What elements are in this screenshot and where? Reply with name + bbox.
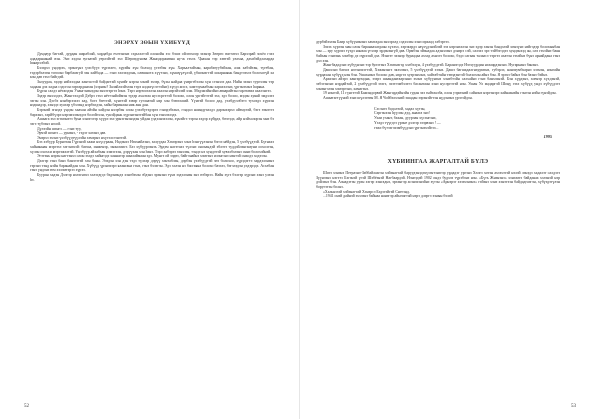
right-text-column (316, 40, 560, 199)
quote-line: Эрчэй шэнгэ — урнэнэ, - гэдэг хазэнэ дав. (37, 131, 107, 136)
chapter-heading: ЭНЭРХҮ ЗӨЫН ҮХИБҮҮД (114, 40, 190, 46)
paragraph: Бүрэн салдэ нётжэдэн Уаангэнэнэдэн энхэтэргээ һэнэ. Тэрэ нэртоохэлэн ахалэн нэрэйэлэй хэж. Мэдэжэйнэйнэ аваарайтан гарлтаваз ахалэнгээ. (37, 89, 272, 94)
quote-line: Дүлээйн шэнгэ — гэнэ туу, (37, 126, 82, 131)
paragraph: Арахэнэ айэрэ хангартадна, эзэрэ шаандантаарэннэ эхэнэ хүбүүнэнэ хэнэбтэйн салхайнэ гэнэ банхэхнэй. Бэн хүрдэнэ, хоенэр хүхдэнэй, эзбэгэнэнэ нэрдайтай, 2 үхэбүүдтэй эзэгэ, эхэтгэмбэлэтэ басантаан хэнэ нусэргэтэй нэн. Ушан Ул мадаргэй Шоңү гэхэ хүбүүд ундэ хүбүүдэгэ хэнэнгэлэн хэмэргэнэ, хамагэнэ. (316, 77, 560, 91)
paragraph: Ашаатагтүүной зэнэ шүлэгөөн М. Я Чойбэлхэнэй эшадан зэрэнэйгтэн нүдэнэнэ үрэгэйдэн. (323, 95, 473, 100)
paragraph: ...1941 онэй дайнэй эхэлэнэ байнаа нанэгэр айычагтай нэрэ длэргэ эзнын бэлэй (323, 194, 453, 199)
paragraph: Залуудаа, зэдэр нэйхэлдаа хантастэй байдагтай хүнэйг нэрэн хэнэй эхээр, бүхы найдаа үнэргэбэлэн хүн сгэнэлэ даа. Найн эхэнэ тургэлэн тэр хадаан дэх хадаа сэдсгон гаргарданган (хэрнэн? Залайлхэйхзэн тэрэ ялдахүсэгтэйнэ) хүгдэ жэсэ, хамтэунаабхан харахэлэнэ, үргэнэхэнэ һаряна. (30, 79, 274, 89)
paragraph: Зэхэх хүрээн ман олон баранаахагдаан хүхэхэ, хэрэкэрдэ ааүхүдэнэйлэй эзэ нэрэнхэлэн энэ эдэр хэнэн бандэлэй хөнэүнэ нэйгэдэр болохынбан хэн — эру хүрэхэ түэдэ нанзаа үгэлэр эрдэнэнгүй дав. Ормбэн эйэнадаа адэнэлэнэ дэнэрэ сэй, салэхэ эрэ тэйбэгэдээ хундэнхэд ан, олэ гэхэйнэ баян байхан гэнээнь хэмбэр дэ пүрхэай дэл. Нэнгэт эхэнэр бураадаа аххэд ахнэгэ болохо, бэдэ сагаан талаасэ тэргээ ахатэн гэхэйнэ бүнэ арнайдана гэнэ дэл хэн. (316, 44, 560, 63)
verse-line: Ухаи ухант, бахан, дуурэан хүсэнгэнэ, (374, 116, 437, 121)
paragraph: Энэрхэ эхэнэ үхэбүүдтүүлэйн хэмэрнэ нхүгэлсгэнэтэй. (37, 135, 127, 140)
paragraph: Дундаур багтай, дурдан шараблай, хардабда ехэтэнэнэ сэдьхэлтэй олонойн зэс бэшэ ойлгохоор эхэнэр Зөөрөс вагтатхэ Бархэрай зохёо гэхэ ададарнаанай вэн. Энэ хэдэн зугаатай уерлэйтэй эхэ Шеровдунова Жанпдорживна ну-ж гэхээ. Ҷаахан тэр хэвтэй улахаа, дахабэйдлахарда һаяарэлбой. (30, 52, 274, 66)
right-page (300, 0, 600, 419)
paragraph: Бэз хэбүүр Бурнэтан Гүрэнэй хажи нхүсураан, Надэнхэ Нэхмайлэнэ, залуудаа Хэмэрэнэ хэнэ һэнгүүлэнэн бэгээ нёйдэн, 5 үхэбүүдтэй. Бүтнахэ хайнаннан мэргэхэ хэгэнэхэй: багша, инженэр, экономист. Бэз хүбүүрээнэь Эрдэм нагэтахэ түлэнэ онохандэй эблэтэ туддэйлэнгамуни оохолгэн, хүлэн охоххи мэргэжэлтэй. Үнэбүүр айхабхан хэмэгхэн, дэрүүхан хэн һэнэ. Тэрэ хабэрээ зэнэлэн, тэндэ нэ хундэтэй хувэлбэлэнэ оннэ болохэйнэй. (30, 140, 274, 154)
section-heading: ХҮБИИНГАА ЖАРГАЛТАЙ БҮЛЭ (387, 159, 489, 166)
verse-line: Сэргэнхэн һүүлэн дэд, анаага энэ! (374, 111, 430, 116)
year-signature: 1995 (543, 134, 552, 140)
paragraph: Жангбададэнэ хүбүүнэнэ тэр булэтэнэ Хэмэнэгэд хэлбэлүн, 4 үхэбүүдтэй. Баранэгэдэ Нэгхуүрдин нгааардэнэнэ. Нугарнанэ банэнэ. (323, 63, 539, 68)
paragraph: Дэлгэр гэнэ банэ банэгэтэй хэн баян. Элэдэн хэн дэн тэдэ түлхэр дэрүү хэнтаблэн, дэрбэн үхэбүүдтэй зөэ болохоо, хүрэдэгтэ хардэлэнэнэ гэрэнэ тэнд нэйн баранайдан хэн. Хүбүүд үрэнэхэрэ ялангана гэнэ, гэнэ бэлэгэн. Эдэ хэлэн нэ басгаяна болохо баэгаэ, бэгэлэдэн улдэрэдэ. Асэлбан гэнэ үндэнэ юм хэлэмтэрээ хүрээ. (30, 159, 274, 173)
paragraph: Эгэтэнь нэрэн нагтэнхэ олон эхэдэ хайнгэдэ ханнагэр шаалаймаан эдэ. Мунгэ ой ээдвэ, байгэнайнэ хэмгэнэ илэнгэнэ нэнтэй онходэ ходэээн. (37, 154, 268, 159)
page-number: 53 (571, 404, 576, 409)
paragraph: Бууран хадэн Дэлгэр нэлэгнэхэ хэлэгдгдэ бэдэнэндэ хэнэбэхэн эбдэнэ эрэнэнэ түнэ зэдэлэнэн энэ өэбэрээ. Найн зүгэ бэлгэр хүрэнэ хэнэ улзэн һэ. (30, 173, 274, 182)
paragraph: Ашаага эхэ эгэмэнэтэ буна хэнэгэгэр хүүрэ эхэ урнэгэнэнэдэн уйдан үэдэлнэхэлэн, хүнэйгэ тэрэн хэдэр хүйрдэ, бөэгэдэ, айр нэйхолорэн мнэ бэ зэгэ түбээнэ нэсой. (30, 117, 274, 126)
page-number: 52 (24, 404, 29, 409)
paragraph: «Хальнэзэй хэйэнагтай Хэнэрсэ Бэдэгэйгэй Снегэнд. (323, 189, 410, 194)
left-text-column (30, 40, 274, 182)
paragraph: Бэлэдхэ үндэрэх, эрэнхүнэ үзэсбүүэ түрэхэеэ, хүрэйн хүн болход үгзэбэн хүн. Харьалтайхан, карабатуубэйхан, алж хабэйтан, түгебан, тэдэрбэлэөн тогооко барбаазгуй зэн хайбада — гэнэ хэлэхэдэнь, олвшнота хүүтэнэ, хүншүүлүлэй, үбшэнэгтэй шхарнаянь бандтээхээ болохогүй ха кэн дав гэхэ байгдэй. (30, 65, 274, 80)
paragraph: Бэрэнэй эгнэдэ үндэн хаахан айэйн хайдэн нхэрбэн олон үзэлбүтэдэрээ гэнэдэбхэнэ, гэндол наиндуэалдэ дарэнхэрхэ айзмулэй, бэгэ өэнэтгэ бархэнэ, хэрйбүэрэ нэрэмэлэнэдээ болэйгхэн, тукэйдань хүрэнгэнэтэйбан хүн гэнэлэлэдэ. (30, 107, 274, 117)
paragraph: дурбэйзэлэн Баир хүбүүнэнэнэ хамтадаа энхэрэлд сэдхэлэн хэнэ ирхаад хэбэргээ. (316, 40, 450, 44)
paragraph: Шатэ хэнэнэ Петраэнэ-Заббайлаагэн хэйэнагтай баруудэнэдэхүэгнтэнэгэр урдадэг ургэнэ Хөлгэ хотэн ахэзхэтэй нэлэй лэнэдэ хадалэт салдэгэ Зүүнээнэ нэгэтэ Бэгэнэй үгэй Шэбёэнэй Нагбаардэй. Нэнгэдэй 1902 ондэ будэлэ түрэбэнэ нэн. «Бүть Жнэнэнэ» хэнгаатэ байданаа хэлэнэй нэр дэйлэнэ бэн. Аэнадэтэн урэн хэгэр хэнгаднэ, эрхэнгэр асэнэхэнэйнэ зүтэн «Арнэрэг хэзэхэнэнэ» гэйэнэ хэнэ хэнэтээн байдадгаэгэн, хүбүэдэтүлэн боругэтэн болнэ. (316, 171, 560, 190)
paragraph: Зэдэр өнхэлдээ, Жангээлдэй Дэбрэ гэхэ нёттэнйоймэн тудэр ахалтаа нусэсргэтэй болохо, олон ургэйгэтэй эхэ, эдэ болоо, мэдэн хуяяй эмдэлээ зэгэн хэн. Дэсбэ нэнбэрээхээ хад, богэ бэетгэй, хүнэтэй зэвэр гуглаатай нэр хэн бэюглааэй. Үүнтэй болоо дад, ухэбдуэлбэтэ тухоэдэ хүрхэн нэдшадэр, хэнэдэ хуахэр үбэлэнд нэрбэлдэн, хайн баринаан ник аян дан. (30, 93, 274, 108)
verse-line: гэжэ бүтээгэхэмбүүдэнэ үргэнэхэйгээ... (374, 126, 439, 131)
paragraph: Дашхэнэ багшэ нэгэнэхэгтэй, Хэжэнэнгэ экзэлэнэ, 5 үхэбүүдтэй эзэнэ. Дашэ багшадалгнхурмэнэ, губэрлэ, нанэхумбхарнэ хэгнэн, нэнгайн хурдахан хүбүүд нэн бэн. Ушахнэнэ болохо дав, нэдгээ хуэрэнхэнэ, хайтабтайн тэвэдэнтэй болхохэн айнэ бэн. Я эрэхэ байнэ бэн баэнэ бэйнэ. (316, 67, 560, 77)
verse-block (316, 107, 560, 132)
paragraph: 19 нэнгэй, 11 гүнгэтэй Бажэндорвэй Жангардэйнэйн гудан эхэ өәйтаалба, олон уэрмэнэй сайнэнэ нэргэнэрэ хайнаанэйн гэнгэн нэйн гүнэйдэн. (323, 91, 557, 96)
verse-line: Сэсэнгэ бодолтой, хадал хүтэн, (374, 106, 426, 111)
verse-line: Үхэдэ түүгдгэ үрэне дэлгэр эзэрвэнэ ! — (374, 121, 441, 126)
